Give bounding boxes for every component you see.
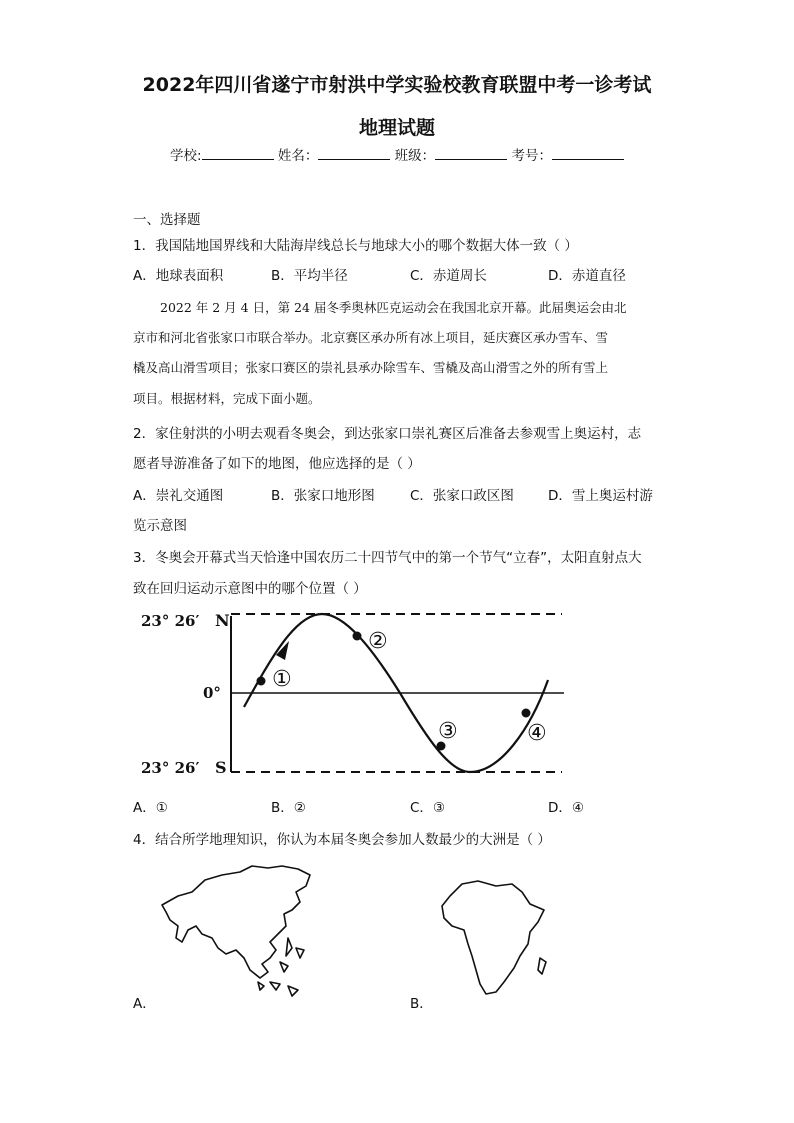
lat-top-label: 23° 26′ [141,612,200,630]
q2-option-b[interactable]: B．张家口地形图 [271,488,375,504]
q4-stem: 4．结合所学地理知识，你认为本届冬奥会参加人数最少的大洲是（ ） [133,832,551,848]
marker-dot-2 [353,632,362,641]
q3-option-d[interactable]: D．④ [548,800,584,816]
passage-line: 2022 年 2 月 4 日，第 24 届冬季奥林匹克运动会在我国北京开幕。此届奥运会由北 [160,300,627,315]
q2-stem-line: 愿者导游准备了如下的地图，他应选择的是（ ） [133,456,421,472]
q4-option-b[interactable]: B． [410,996,433,1012]
q1-option-d[interactable]: D．赤道直径 [548,268,626,284]
north-label: N [215,611,230,630]
q2-option-d[interactable]: D．雪上奥运村游 [548,488,653,504]
passage-line: 京市和河北省张家口市联合举办。北京赛区承办所有冰上项目，延庆赛区承办雪车、雪 [133,330,609,345]
school-label: 学校: [170,148,202,164]
q2-stem-line: 2．家住射洪的小明去观看冬奥会，到达张家口崇礼赛区后准备去参观雪上奥运村，志 [133,426,642,442]
marker-dot-4 [522,709,531,718]
q1-option-a[interactable]: A．地球表面积 [133,268,224,284]
q2-option-a[interactable]: A．崇礼交通图 [133,488,224,504]
lat-bottom-label: 23° 26′ [141,759,200,777]
q2-option-d-continued: 览示意图 [133,518,187,534]
marker-label-2: ② [368,629,388,654]
asia-outline-icon [162,866,310,996]
name-label: 姓名： [277,148,319,164]
q1-option-b[interactable]: B．平均半径 [271,268,348,284]
q3-stem-line: 致在回归运动示意图中的哪个位置（ ） [133,581,367,597]
exam-number-label: 考号： [511,148,552,164]
marker-label-4: ④ [527,721,547,746]
africa-outline-icon [442,881,546,994]
q2-option-c[interactable]: C．张家口政区图 [410,488,514,504]
marker-label-1: ① [272,667,292,692]
class-label: 班级： [394,148,436,164]
marker-dot-1 [257,677,266,686]
q3-option-b[interactable]: B．② [271,800,306,816]
marker-label-3: ③ [438,719,458,744]
q3-option-a[interactable]: A．① [133,800,168,816]
passage-line: 橇及高山滑雪项目；张家口赛区的崇礼县承办除雪车、雪橇及高山滑雪之外的所有雪上 [133,360,609,375]
q1-stem: 1．我国陆地国界线和大陆海岸线总长与地球大小的哪个数据大体一致（ ） [133,238,578,254]
q3-stem-line: 3．冬奥会开幕式当天恰逢中国农历二十四节气中的第一个节气“立春”，太阳直射点大 [133,550,642,566]
equator-label: 0° [203,684,221,702]
section-heading: 一、选择题 [133,212,201,228]
page-title: 2022年四川省遂宁市射洪中学实验校教育联盟中考一诊考试 [142,74,652,96]
q3-option-c[interactable]: C．③ [410,800,446,816]
south-label: S [215,758,227,777]
passage-line: 项目。根据材料，完成下面小题。 [133,391,321,406]
page-subtitle: 地理试题 [358,117,435,139]
q4-option-a[interactable]: A． [133,996,156,1012]
q1-option-c[interactable]: C．赤道周长 [410,268,487,284]
